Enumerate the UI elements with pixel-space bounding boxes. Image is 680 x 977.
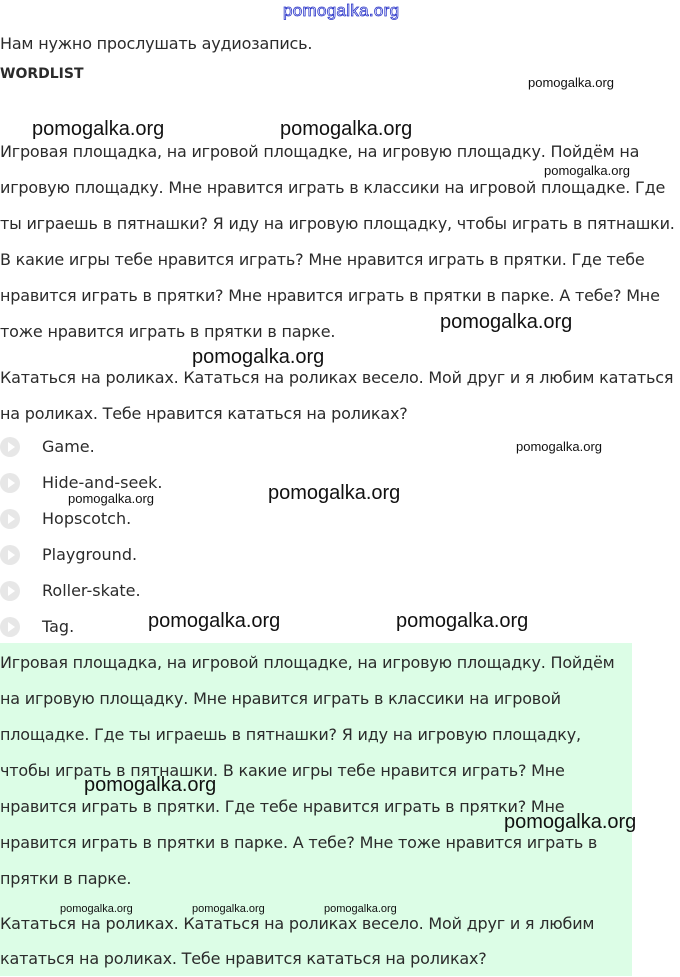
play-icon[interactable]: [0, 509, 20, 529]
passage-line: ты играешь в пятнашки? Я иду на игровую площадку, чтобы играть в пятнашки.: [0, 214, 675, 233]
audio-item-label: Roller-skate.: [42, 581, 141, 600]
watermark: pomogalka.org: [192, 346, 325, 368]
watermark: pomogalka.org: [60, 903, 133, 915]
passage-line: тоже нравится играть в прятки в парке.: [0, 322, 336, 341]
passage-line: Кататься на роликах. Кататься на роликах весело. Мой друг и я любим кататься: [0, 368, 674, 387]
answer-line: Игровая площадка, на игровой площадке, на игровую площадку. Пойдём: [0, 653, 615, 672]
watermark: pomogalka.org: [440, 311, 573, 333]
passage-line: игровую площадку. Мне нравится играть в классики на игровой площадке. Где: [0, 178, 666, 197]
watermark: pomogalka.org: [280, 118, 413, 140]
passage-line: на роликах. Тебе нравится кататься на роликах?: [0, 404, 408, 423]
answer-line: на игровую площадку. Мне нравится играть в классики на игровой: [0, 689, 561, 708]
audio-item-label: Tag.: [42, 617, 75, 636]
play-icon[interactable]: [0, 581, 20, 601]
watermark: pomogalka.org: [528, 75, 614, 90]
watermark: pomogalka.org: [324, 903, 397, 915]
watermark-top: pomogalka.org: [283, 1, 400, 20]
watermark: pomogalka.org: [544, 163, 630, 178]
answer-line: чтобы играть в пятнашки. В какие игры тебе нравится играть? Мне: [0, 761, 565, 780]
answer-line: нравится играть в прятки в парке. А тебе? Мне тоже нравится играть в: [0, 833, 598, 852]
watermark: pomogalka.org: [268, 482, 401, 504]
audio-item-label: Game.: [42, 437, 95, 456]
audio-item-playground: [0, 537, 300, 573]
watermark: pomogalka.org: [396, 610, 529, 632]
answer-line: прятки в парке.: [0, 869, 132, 888]
watermark: pomogalka.org: [84, 774, 217, 796]
answer-line: нравится играть в прятки. Где тебе нравится играть в прятки? Мне: [0, 797, 565, 816]
play-icon[interactable]: [0, 437, 20, 457]
watermark: pomogalka.org: [148, 610, 281, 632]
answer-line: Кататься на роликах. Кататься на роликах весело. Мой друг и я любим: [0, 914, 595, 933]
passage-line: Игровая площадка, на игровой площадке, на игровую площадку. Пойдём на: [0, 142, 640, 161]
play-icon[interactable]: [0, 545, 20, 565]
audio-item-label: Hopscotch.: [42, 509, 132, 528]
play-icon[interactable]: [0, 617, 20, 637]
intro-text: Нам нужно прослушать аудиозапись.: [0, 34, 313, 53]
wordlist-heading: WORDLIST: [0, 66, 84, 82]
watermark: pomogalka.org: [504, 811, 637, 833]
answer-line: площадке. Где ты играешь в пятнашки? Я иду на игровую площадку,: [0, 725, 581, 744]
watermark: pomogalka.org: [516, 439, 602, 454]
watermark: pomogalka.org: [32, 118, 165, 140]
play-icon[interactable]: [0, 473, 20, 493]
audio-item-game: [0, 429, 300, 465]
audio-item-roller-skate: [0, 573, 300, 609]
audio-item-label: Hide-and-seek.: [42, 473, 163, 492]
passage-line: В какие игры тебе нравится играть? Мне нравится играть в прятки. Где тебе: [0, 250, 645, 269]
audio-item-label: Playground.: [42, 545, 138, 564]
audio-item-hopscotch: [0, 501, 300, 537]
answer-line: кататься на роликах. Тебе нравится кататься на роликах?: [0, 949, 487, 968]
watermark: pomogalka.org: [68, 491, 154, 506]
watermark: pomogalka.org: [192, 903, 265, 915]
passage-line: нравится играть в прятки? Мне нравится играть в прятки в парке. А тебе? Мне: [0, 286, 660, 305]
